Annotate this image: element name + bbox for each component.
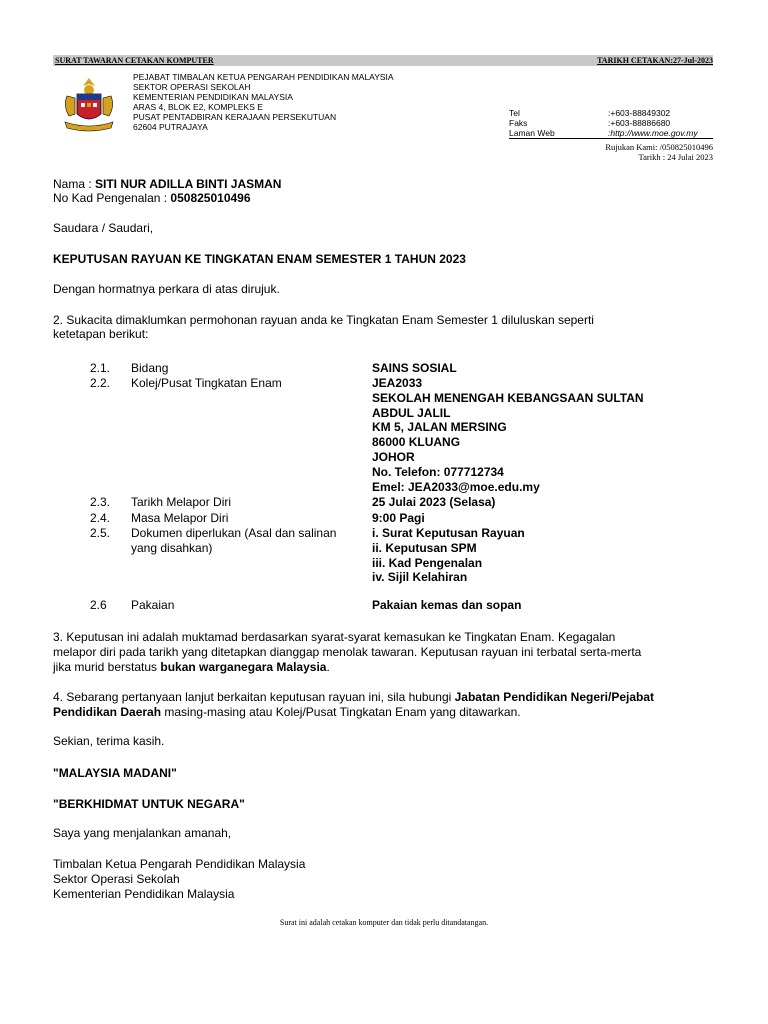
salutation: Saudara / Saudari, (53, 221, 154, 235)
emphasis-text: bukan warganegara Malaysia (160, 660, 327, 674)
name-label: Nama : (53, 177, 96, 191)
school-line: Emel: JEA2033@moe.edu.my (372, 479, 540, 494)
intro-paragraph: Dengan hormatnya perkara di atas dirujuk. (53, 282, 280, 296)
closing: Sekian, terima kasih. (53, 734, 165, 748)
print-date: TARIKH CETAKAN:27-Jul-2023 (597, 56, 713, 65)
document-item: iv. Sijil Kelahiran (372, 570, 468, 585)
paragraph-4-line-1 (53, 690, 654, 705)
document-item: iii. Kad Pengenalan (372, 555, 483, 570)
item-number: 2.3. (90, 495, 111, 509)
report-time: 9:00 Pagi (372, 511, 425, 525)
item-number: 2.5. (90, 526, 111, 540)
signatory-line: Timbalan Ketua Pengarah Pendidikan Malaysia (53, 857, 306, 871)
item-number: 2.2. (90, 376, 111, 390)
letter-date: Tarikh : 24 Julai 2023 (638, 152, 713, 162)
signatory-line: Sektor Operasi Sekolah (53, 871, 180, 886)
school-line: ABDUL JALIL (372, 405, 451, 420)
recipient-name-line (53, 177, 281, 192)
school-line: KM 5, JALAN MERSING (372, 420, 507, 435)
tel-label: Tel (509, 108, 520, 118)
paragraph-3-line-3 (53, 660, 330, 675)
emphasis-text: Pendidikan Daerah (53, 705, 162, 719)
org-line: 62604 PUTRAJAYA (133, 122, 208, 132)
item-number: 2.1. (90, 361, 111, 375)
org-line: ARAS 4, BLOK E2, KOMPLEKS E (133, 102, 263, 112)
signature-intro: Saya yang menjalankan amanah, (53, 826, 232, 840)
item-label-continued: yang disahkan) (131, 541, 213, 555)
text-run: jika murid berstatus (53, 660, 161, 674)
reference-number: Rujukan Kami: /050825010496 (605, 142, 713, 152)
school-line: 86000 KLUANG (372, 435, 461, 450)
paragraph-3-line-1: 3. Keputusan ini adalah muktamad berdasarkan syarat-syarat kemasukan ke Tingkatan Enam. Kegagalan (53, 630, 616, 644)
tel-value: :+603-88849302 (608, 108, 671, 118)
paragraph-2-line-2: ketetapan berikut: (53, 327, 149, 341)
paragraph-3-line-2: melapor diri pada tarikh yang ditetapkan dianggap menolak tawaran. Keputusan rayuan ini terbatal serta-merta (53, 645, 642, 659)
footer-note: Surat ini adalah cetakan komputer dan tidak perlu ditandatangan. (279, 918, 489, 927)
report-date: 25 Julai 2023 (Selasa) (372, 495, 496, 509)
text-run: . (326, 660, 330, 674)
website-link[interactable]: :http://www.moe.gov.my (608, 128, 698, 138)
recipient-name: SITI NUR ADILLA BINTI JASMAN (95, 177, 282, 191)
contact-divider (509, 138, 713, 139)
field-of-study: SAINS SOSIAL (372, 361, 457, 375)
org-line: PUSAT PENTADBIRAN KERAJAAN PERSEKUTUAN (133, 112, 337, 122)
fax-value: :+603-88886680 (608, 118, 671, 128)
text-run: masing-masing atau Kolej/Pusat Tingkatan Enam yang ditawarkan. (161, 705, 521, 719)
item-label: Masa Melapor Diri (131, 511, 229, 525)
dress-code: Pakaian kemas dan sopan (372, 598, 522, 612)
coat-of-arms-icon (57, 76, 121, 134)
document-item: ii. Keputusan SPM (372, 540, 477, 555)
item-label: Pakaian (131, 598, 175, 612)
paragraph-4-line-2 (53, 705, 521, 720)
paragraph-2-line-1: 2. Sukacita dimaklumkan permohonan rayuan anda ke Tingkatan Enam Semester 1 diluluskan seperti (53, 313, 594, 327)
school-line: SEKOLAH MENENGAH KEBANGSAAN SULTAN (372, 390, 644, 405)
text-run: 4. Sebarang pertanyaan lanjut berkaitan keputusan rayuan ini, sila hubungi (53, 690, 455, 704)
org-line: KEMENTERIAN PENDIDIKAN MALAYSIA (133, 92, 293, 102)
recipient-ic: 050825010496 (170, 191, 251, 205)
website-label: Laman Web (509, 128, 555, 138)
emphasis-text: Jabatan Pendidikan Negeri/Pejabat (454, 690, 655, 704)
signatory-block (53, 857, 305, 901)
org-line: SEKTOR OPERASI SEKOLAH (133, 82, 251, 92)
school-line: No. Telefon: 077712734 (372, 464, 504, 479)
document-item: i. Surat Keputusan Rayuan (372, 526, 525, 540)
ic-label: No Kad Pengenalan : (53, 191, 171, 205)
signatory-line: Kementerian Pendidikan Malaysia (53, 886, 235, 901)
slogan-malaysia-madani: "MALAYSIA MADANI" (53, 766, 177, 780)
fax-label: Faks (509, 118, 528, 128)
item-label: Bidang (131, 361, 169, 375)
org-line: PEJABAT TIMBALAN KETUA PENGARAH PENDIDIKAN MALAYSIA (133, 72, 394, 82)
required-documents (372, 526, 525, 585)
item-label: Dokumen diperlukan (Asal dan salinan (131, 526, 337, 540)
item-label: Kolej/Pusat Tingkatan Enam (131, 376, 282, 390)
school-line: JOHOR (372, 449, 415, 464)
item-label: Tarikh Melapor Diri (131, 495, 232, 509)
organisation-address (133, 72, 394, 132)
item-number: 2.6 (90, 598, 107, 612)
school-line: JEA2033 (372, 376, 423, 390)
slogan-berkhidmat: "BERKHIDMAT UNTUK NEGARA" (53, 797, 245, 811)
subject-heading: KEPUTUSAN RAYUAN KE TINGKATAN ENAM SEMESTER 1 TAHUN 2023 (53, 252, 466, 266)
item-number: 2.4. (90, 511, 111, 525)
document-label: SURAT TAWARAN CETAKAN KOMPUTER (55, 56, 214, 65)
recipient-ic-line (53, 191, 251, 206)
school-details (372, 376, 644, 494)
